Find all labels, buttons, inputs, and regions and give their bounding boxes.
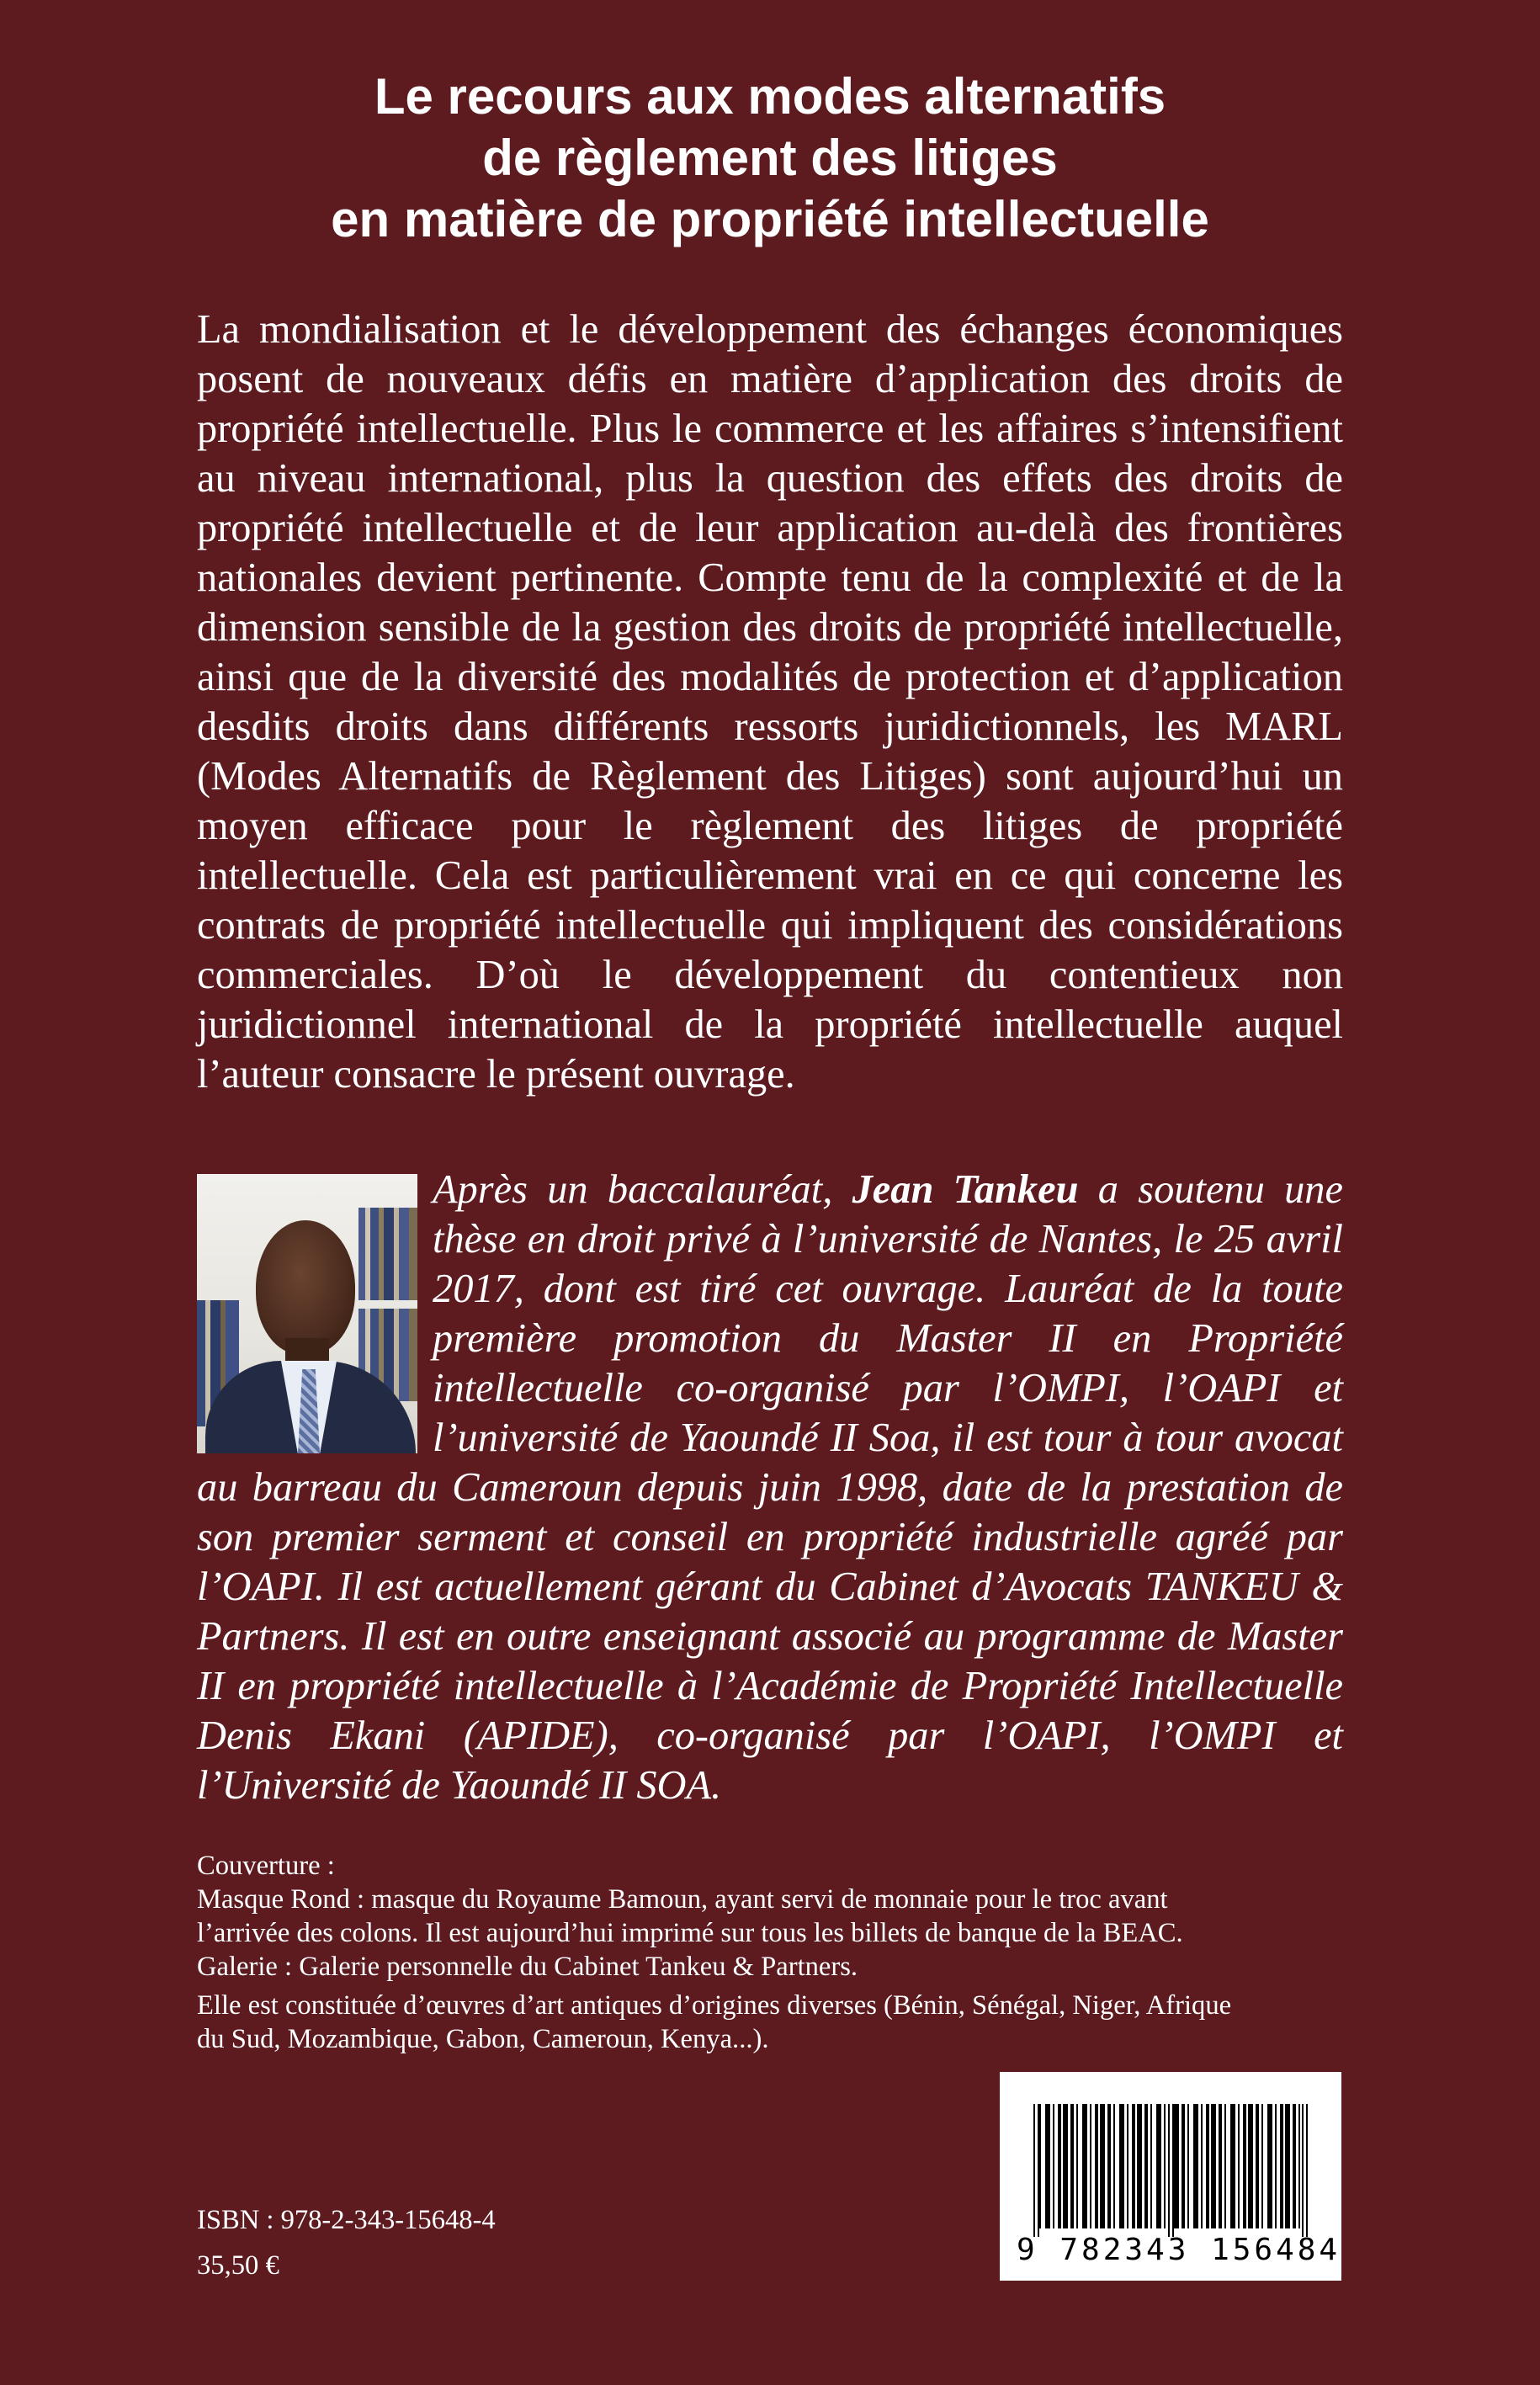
credits-masque: Masque Rond : masque du Royaume Bamoun, ayant servi de monnaie pour le troc avant xyxy=(197,1884,1168,1915)
author-bio xyxy=(197,1165,1343,1810)
summary-paragraph: La mondialisation et le développement des échanges économiques posent de nouveaux défis en matière d’application des droits de propriété intellectuelle. Plus le commerce et les affaires s’intensifient au niveau international, plus la question des effets des droits de propriété intellectuelle et de leur application au-delà des frontières nationales devient pertinente. Compte tenu de la complexité et de la dimension sensible de la gestion des droits de propriété intellectuelle, ainsi que de la diversité des modalités de protection et d’application desdits droits dans différents ressorts juridictionnels, les MARL (Modes Alternatifs de Règlement des Litiges) sont aujourd’hui un moyen efficace pour le règlement des litiges de propriété intellectuelle. Cela est particulièrement vrai en ce qui concerne les contrats de propriété intellectuelle qui impliquent des considérations commerciales. D’où le développement du contentieux non juridictionnel international de la propriété intellectuelle auquel l’auteur consacre le présent ouvrage. xyxy=(197,307,1343,1097)
bio-text: a soutenu une thèse en droit privé à l’université de Nantes, le 25 avril 2017, dont est tiré cet ouvrage. Lauréat de la toute première promotion du Master II en Propriété intellectuelle co-organisé par l’OMPI, l’OAPI et l’université de Yaoundé II Soa, il est tour à tour avocat au barreau du Cameroun depuis juin 1998, date de la prestation de son premier serment et conseil en propriété industrielle agréé par l’OAPI. Il est actuellement gérant du Cabinet d’Avocats TANKEU & Partners. Il est en outre enseignant associé au programme de Master II en propriété intellectuelle à l’Académie de Propriété Intellectuelle Denis Ekani (APIDE), co-organisé par l’OAPI, l’OMPI et l’Université de Yaoundé II SOA. xyxy=(197,1167,1343,1808)
title-line: de règlement des litiges xyxy=(482,130,1058,186)
credits-galerie: Galerie : Galerie personnelle du Cabinet Tankeu & Partners. xyxy=(197,1952,858,1982)
barcode xyxy=(1000,2072,1341,2281)
book-title xyxy=(0,66,1540,250)
isbn: ISBN : 978-2-343-15648-4 xyxy=(197,2205,496,2235)
credits-heading: Couverture : xyxy=(197,1851,335,1881)
credits-masque: l’arrivée des colons. Il est aujourd’hui imprimé sur tous les billets de banque de la BEAC. xyxy=(197,1918,1183,1948)
title-line: en matière de propriété intellectuelle xyxy=(331,191,1209,247)
book-summary xyxy=(197,305,1343,1099)
barcode-bars xyxy=(1033,2104,1308,2228)
credits-oeuvres: Elle est constituée d’œuvres d’art antiques d’origines diverses (Bénin, Sénégal, Niger, Afrique xyxy=(197,1990,1232,2021)
cover-credits xyxy=(197,1849,1343,2056)
credits-oeuvres: du Sud, Mozambique, Gabon, Cameroun, Kenya...). xyxy=(197,2024,769,2054)
author-name: Jean Tankeu xyxy=(852,1167,1079,1212)
title-line: Le recours aux modes alternatifs xyxy=(374,68,1166,125)
price: 35,50 € xyxy=(197,2250,279,2281)
bio-intro: Après un baccalauréat, xyxy=(433,1167,852,1212)
barcode-digits: 9 782343 156484 xyxy=(1017,2233,1341,2267)
